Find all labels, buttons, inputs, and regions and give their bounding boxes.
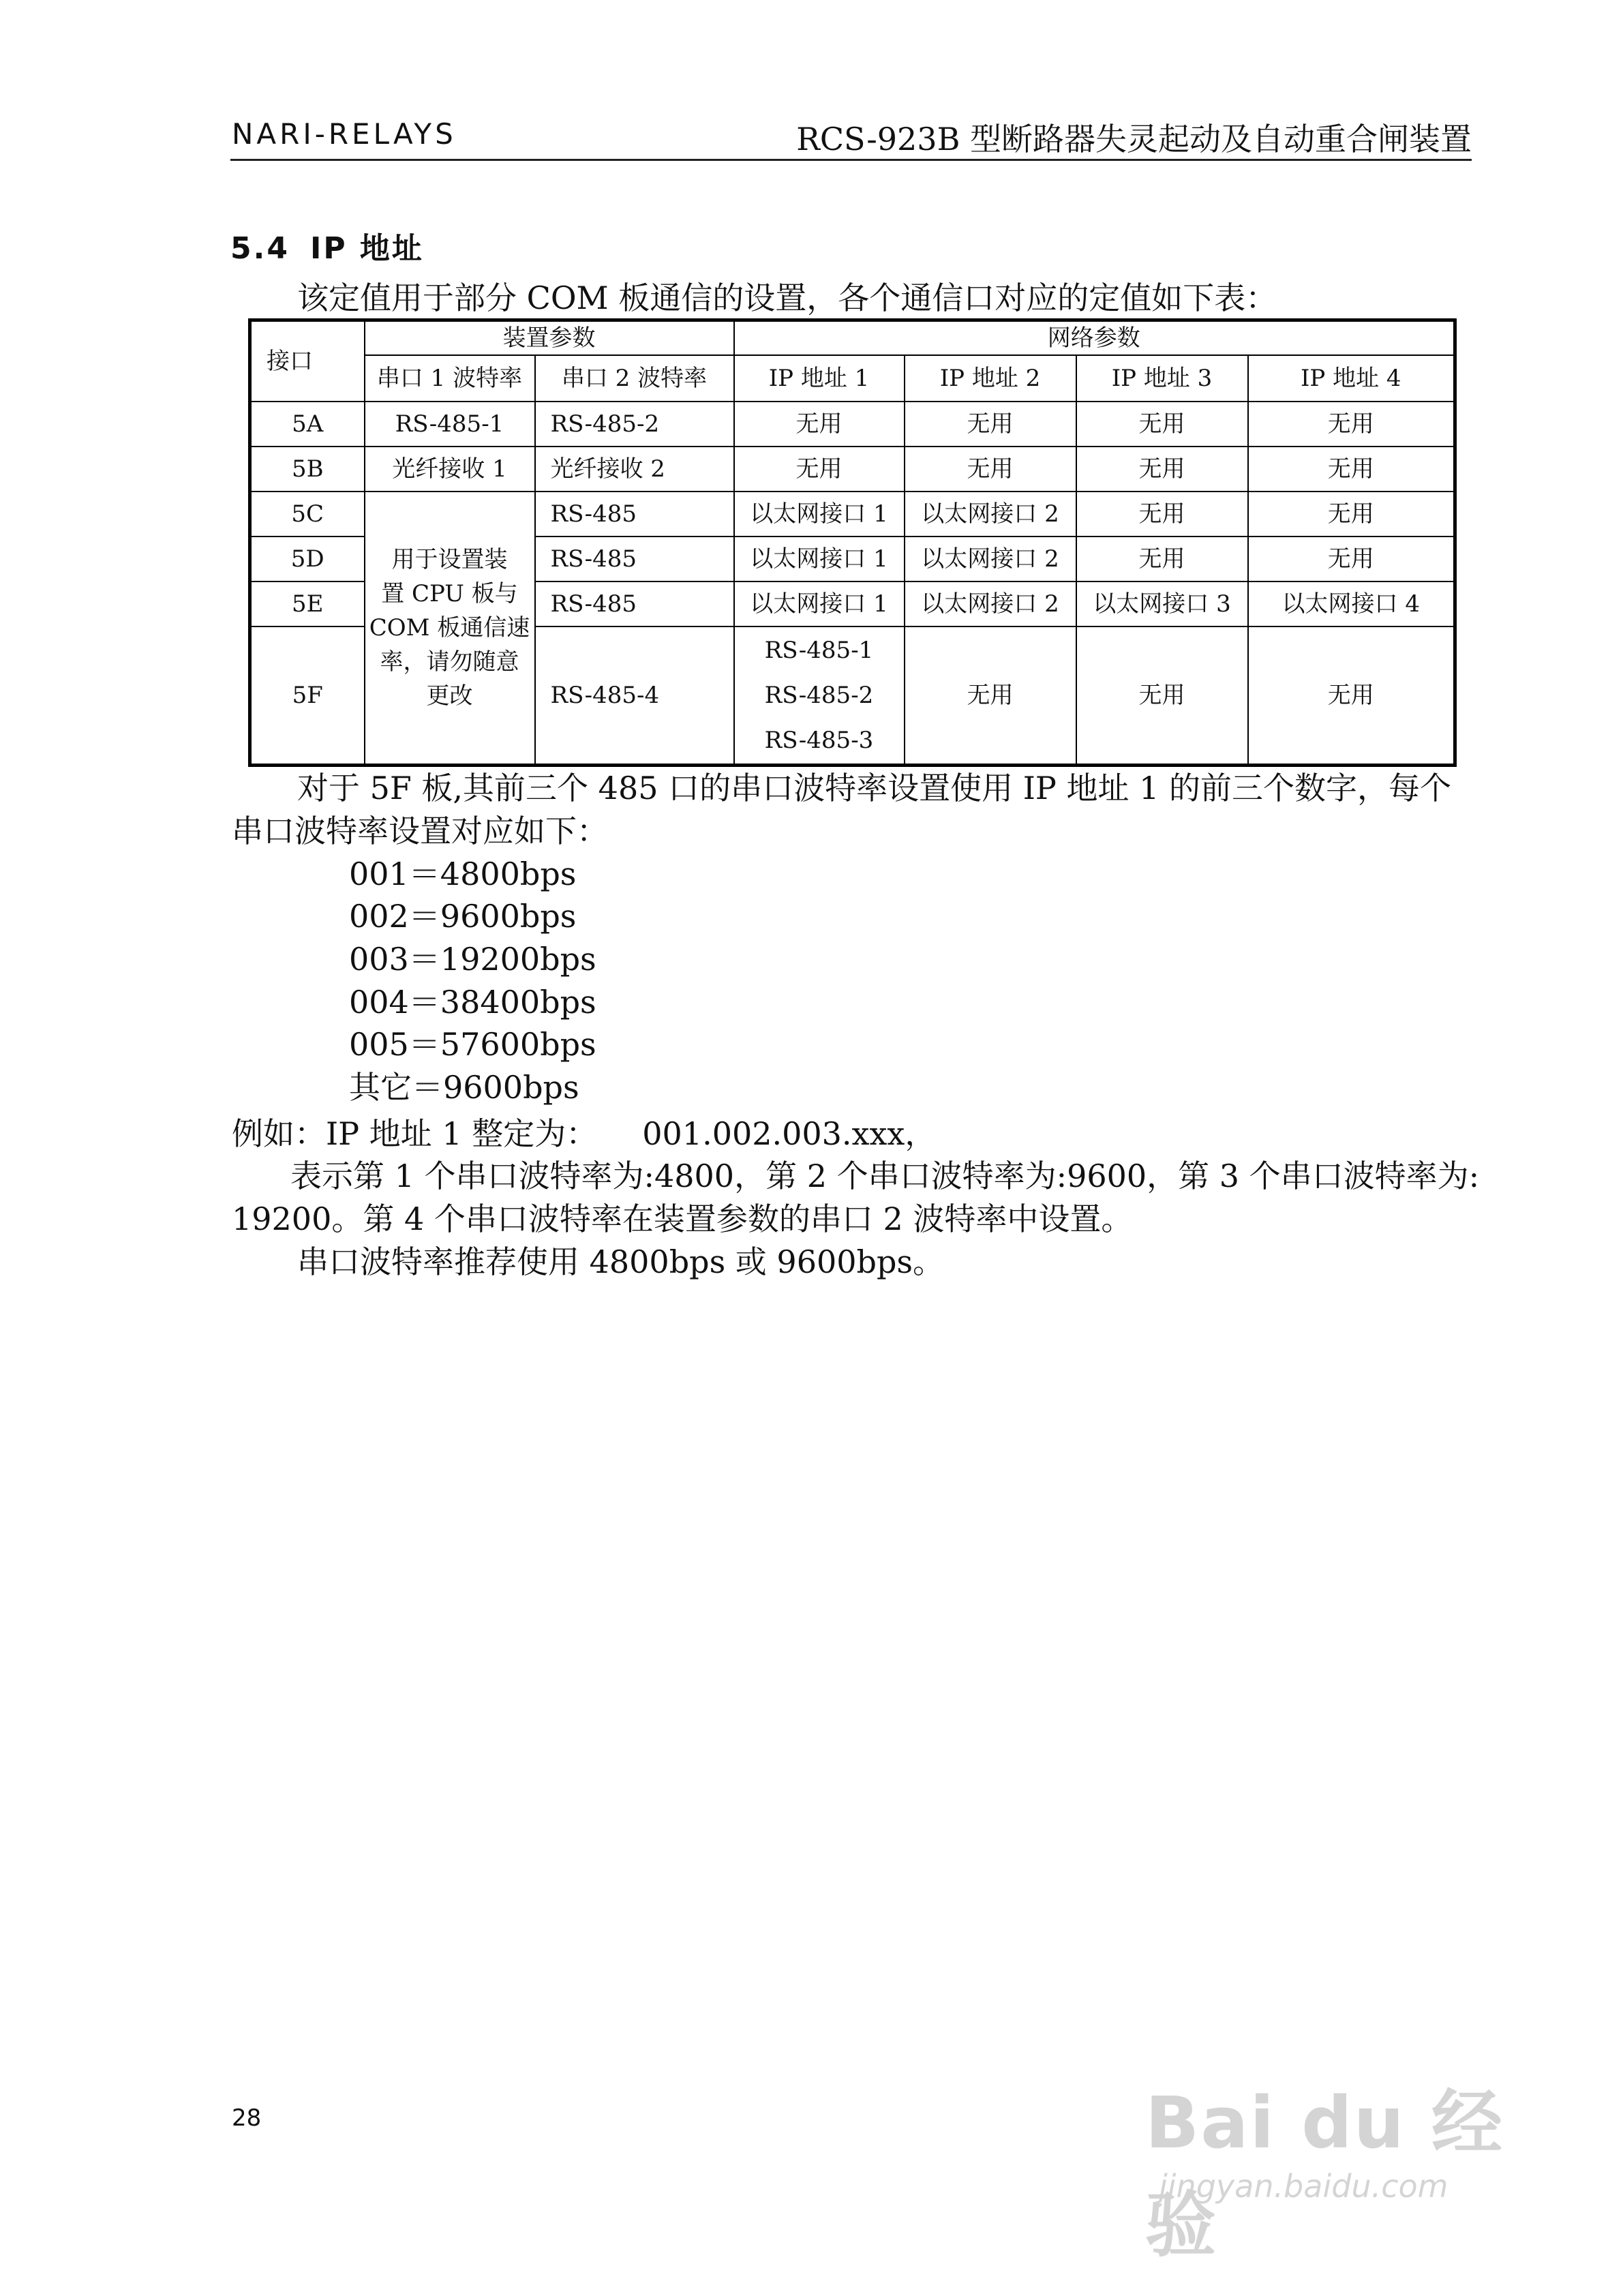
baud-rate-item: 003＝19200bps — [349, 941, 596, 978]
explain-line-2: 19200。第 4 个串口波特率在装置参数的串口 2 波特率中设置。 — [232, 1200, 1133, 1237]
section-title: IP 地址 — [309, 231, 424, 266]
note-line: 用于设置装 — [391, 546, 508, 573]
header-divider — [230, 159, 1472, 161]
cell-port: 5E — [250, 581, 365, 626]
after-table-line-2: 串口波特率设置对应如下： — [232, 813, 608, 849]
cell-merged-note — [365, 492, 535, 766]
cell-port: 5A — [250, 402, 365, 447]
cell-ip1: 以太网接口 1 — [734, 537, 905, 581]
cell-ip4: 无用 — [1248, 492, 1455, 537]
cell-ip3: 无用 — [1076, 402, 1248, 447]
cell-ip1-multi — [734, 626, 905, 766]
baud-rate-item: 004＝38400bps — [349, 984, 596, 1021]
cell-ip4: 无用 — [1248, 402, 1455, 447]
cell-baud1: 光纤接收 1 — [365, 447, 535, 492]
note-line: 率，请勿随意 — [380, 648, 519, 676]
cell-ip1: 以太网接口 1 — [734, 492, 905, 537]
cell-ip2: 无用 — [905, 402, 1076, 447]
header-baud1: 串口 1 波特率 — [365, 355, 535, 402]
header-ip2: IP 地址 2 — [905, 355, 1076, 402]
cell-ip1: 无用 — [734, 447, 905, 492]
cell-ip4: 以太网接口 4 — [1248, 581, 1455, 626]
watermark-brand: Bai du 经验 — [1145, 2081, 1504, 2267]
cell-ip4: 无用 — [1248, 447, 1455, 492]
table-header-row — [250, 320, 1455, 356]
section-number: 5.4 — [230, 231, 290, 266]
header-brand: NARI-RELAYS — [232, 117, 457, 151]
baud-rate-item: 001＝4800bps — [349, 856, 577, 892]
example-code: 001.002.003.xxx， — [642, 1115, 937, 1152]
cell-ip4: 无用 — [1248, 626, 1455, 766]
header-network-params: 网络参数 — [734, 320, 1455, 356]
header-document-title: RCS-923B 型断路器失灵起动及自动重合闸装置 — [796, 121, 1472, 157]
cell-port: 5C — [250, 492, 365, 537]
header-ip3: IP 地址 3 — [1076, 355, 1248, 402]
table-row — [250, 447, 1455, 492]
note-line: 更改 — [426, 682, 473, 710]
header-device-params: 装置参数 — [365, 320, 734, 356]
ip1-line: RS-485-3 — [764, 727, 874, 754]
cell-ip3: 无用 — [1076, 537, 1248, 581]
cell-baud1: RS-485-1 — [365, 402, 535, 447]
cell-ip3: 无用 — [1076, 492, 1248, 537]
baud-rate-item: 002＝9600bps — [349, 898, 577, 935]
cell-ip3: 无用 — [1076, 626, 1248, 766]
port-config-table — [248, 318, 1457, 767]
cell-ip3: 无用 — [1076, 447, 1248, 492]
watermark-url: jingyan.baidu.com — [1159, 2168, 1448, 2205]
table-row — [250, 492, 1455, 537]
after-table-line-1: 对于 5F 板,其前三个 485 口的串口波特率设置使用 IP 地址 1 的前三个数字，每个 — [297, 770, 1451, 806]
cell-ip2: 以太网接口 2 — [905, 492, 1076, 537]
ip1-line: RS-485-1 — [764, 637, 874, 664]
cell-ip4: 无用 — [1248, 537, 1455, 581]
section-heading — [230, 224, 424, 267]
cell-baud2: RS-485 — [535, 581, 734, 626]
example-label: 例如：IP 地址 1 整定为： — [232, 1115, 598, 1152]
cell-baud2: RS-485 — [535, 537, 734, 581]
recommend-line: 串口波特率推荐使用 4800bps 或 9600bps。 — [297, 1243, 944, 1280]
cell-ip2: 无用 — [905, 626, 1076, 766]
intro-paragraph: 该定值用于部分 COM 板通信的设置，各个通信口对应的定值如下表： — [297, 280, 1277, 316]
cell-ip2: 无用 — [905, 447, 1076, 492]
header-interface: 接口 — [250, 320, 365, 402]
cell-ip2: 以太网接口 2 — [905, 581, 1076, 626]
cell-ip1: 无用 — [734, 402, 905, 447]
cell-port: 5F — [250, 626, 365, 766]
note-line: COM 板通信速 — [369, 614, 530, 641]
baud-rate-item: 其它＝9600bps — [349, 1069, 579, 1106]
cell-ip1: 以太网接口 1 — [734, 581, 905, 626]
cell-ip3: 以太网接口 3 — [1076, 581, 1248, 626]
cell-baud2: 光纤接收 2 — [535, 447, 734, 492]
table-row — [250, 402, 1455, 447]
ip1-line: RS-485-2 — [764, 682, 874, 709]
header-ip1: IP 地址 1 — [734, 355, 905, 402]
cell-baud2: RS-485-4 — [535, 626, 734, 766]
cell-port: 5B — [250, 447, 365, 492]
example-line — [232, 1113, 936, 1155]
explain-line-1: 表示第 1 个串口波特率为:4800，第 2 个串口波特率为:9600，第 3 个串口波特率为: — [290, 1158, 1480, 1194]
watermark — [1145, 2052, 1527, 2267]
baud-rate-item: 005＝57600bps — [349, 1026, 596, 1063]
cell-port: 5D — [250, 537, 365, 581]
header-ip4: IP 地址 4 — [1248, 355, 1455, 402]
cell-ip2: 以太网接口 2 — [905, 537, 1076, 581]
table-subheader-row — [250, 355, 1455, 402]
page-number: 28 — [232, 2104, 262, 2132]
cell-baud2: RS-485-2 — [535, 402, 734, 447]
header-baud2: 串口 2 波特率 — [535, 355, 734, 402]
cell-baud2: RS-485 — [535, 492, 734, 537]
note-line: 置 CPU 板与 — [381, 580, 518, 607]
